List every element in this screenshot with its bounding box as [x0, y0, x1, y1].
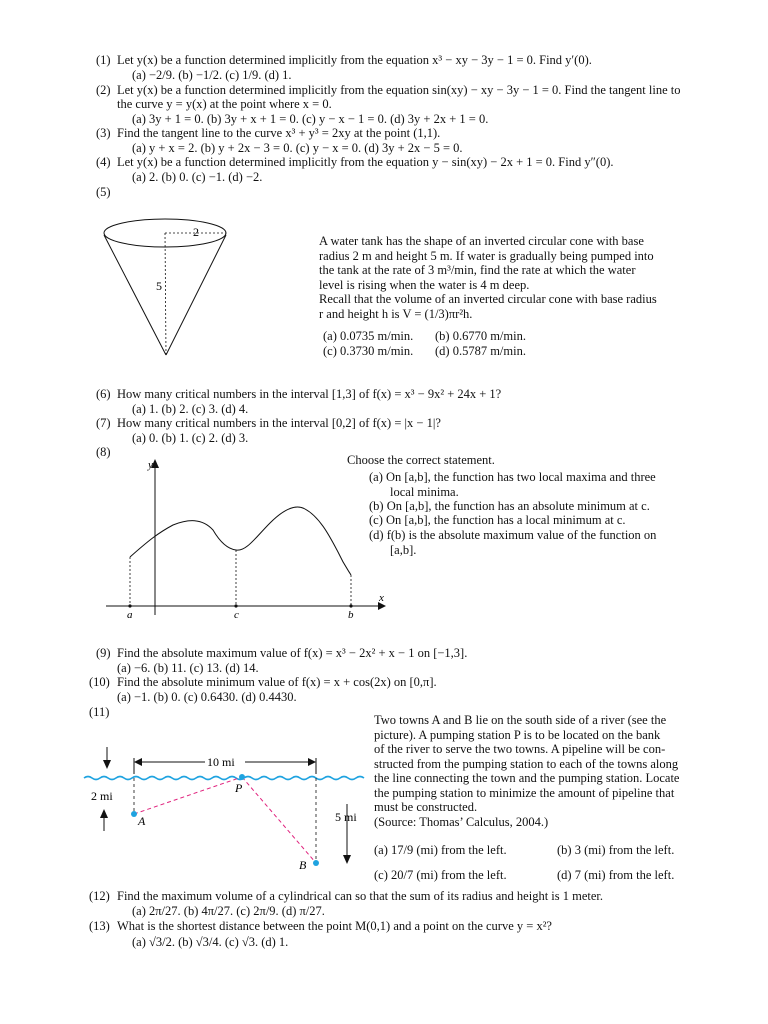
cone-height-line	[165, 233, 166, 355]
station-P-label: P	[235, 781, 243, 795]
pipeline-A	[134, 777, 242, 814]
problem-11-line: picture). A pumping station P is to be located on the bank	[374, 727, 661, 742]
problem-8-option-c: (c) On [a,b], the function has a local minimum at c.	[369, 513, 626, 527]
function-curve	[130, 507, 351, 575]
problem-11-option-b: (b) 3 (mi) from the left.	[557, 843, 675, 857]
problem-5-line: r and height h is V = (1/3)πr²h.	[319, 306, 473, 321]
label-b: b	[348, 609, 354, 621]
left-distance-label: 2 mi	[91, 789, 113, 803]
problem-11-number: (11)	[89, 705, 110, 719]
problem-5-option-b: (b) 0.6770 m/min.	[435, 329, 526, 343]
left-down-arrow-head	[103, 760, 111, 769]
town-A-label: A	[138, 814, 146, 828]
problem-10-options: (a) −1. (b) 0. (c) 0.6430. (d) 0.4430.	[117, 690, 297, 704]
problem-4-options: (a) 2. (b) 0. (c) −1. (d) −2.	[132, 170, 263, 184]
town-B-dot	[313, 860, 319, 866]
problem-10-question: Find the absolute minimum value of f(x) = x + cos(2x) on [0,π].	[117, 675, 437, 689]
river-figure	[82, 740, 372, 875]
problem-8-option-a-line1: (a) On [a,b], the function has two local maxima and three	[369, 470, 656, 484]
problem-12-question: Find the maximum volume of a cylindrical can so that the sum of its radius and height is 1 meter.	[117, 889, 604, 903]
problem-11-line: must be constructed.	[374, 800, 478, 814]
problem-3-options: (a) y + x = 2. (b) y + 2x − 3 = 0. (c) y − x = 0. (d) 3y + 2x − 5 = 0.	[132, 141, 463, 155]
town-B-label: B	[299, 858, 307, 872]
problem-6-number: (6)	[96, 387, 111, 401]
river-bank	[84, 777, 364, 780]
problem-5-line: the tank at the rate of 3 m³/min, find the rate at which the water	[319, 263, 636, 277]
problem-8-number: (8)	[96, 445, 111, 459]
problem-12-number: (12)	[89, 889, 110, 903]
problem-4-question: Let y(x) be a function determined implicitly from the equation y − sin(xy) − 2x + 1 = 0. Find y″(0).	[117, 155, 614, 169]
problem-5-option-c: (c) 0.3730 m/min.	[323, 344, 414, 358]
cone-left-edge	[104, 235, 166, 355]
x-axis-label: x	[379, 592, 384, 604]
pipeline-B	[242, 777, 316, 863]
cone-figure	[98, 215, 248, 360]
problem-2-number: (2)	[96, 83, 111, 97]
problem-6-question: How many critical numbers in the interval [1,3] of f(x) = x³ − 9x² + 24x + 1?	[117, 387, 502, 401]
cone-height-label: 5	[156, 279, 162, 293]
point-b	[349, 604, 352, 607]
problem-5-option-d: (d) 0.5787 m/min.	[435, 344, 526, 358]
problem-7-options: (a) 0. (b) 1. (c) 2. (d) 3.	[132, 431, 249, 445]
problem-11-option-c: (c) 20/7 (mi) from the left.	[374, 868, 507, 882]
problem-6-options: (a) 1. (b) 2. (c) 3. (d) 4.	[132, 402, 249, 416]
problem-5-text	[319, 234, 657, 321]
problem-5-line: level is rising when the water is 4 m deep.	[319, 277, 530, 292]
problem-2-question-line1: Let y(x) be a function determined implicitly from the equation sin(xy) − xy − 3y − 1 = 0. Find the tangent line to	[117, 83, 681, 97]
right-distance-label: 5 mi	[335, 810, 357, 824]
problem-3-number: (3)	[96, 126, 111, 140]
label-a: a	[127, 609, 133, 621]
problem-9-question: Find the absolute maximum value of f(x) = x³ − 2x² + x − 1 on [−1,3].	[117, 646, 468, 660]
cone-right-edge	[166, 235, 226, 355]
problem-8-option-b: (b) On [a,b], the function has an absolute minimum at c.	[369, 499, 650, 513]
function-graph	[98, 455, 390, 625]
town-A-dot	[131, 811, 137, 817]
problem-9-number: (9)	[96, 646, 111, 660]
problem-1-options: (a) −2/9. (b) −1/2. (c) 1/9. (d) 1.	[132, 68, 292, 82]
problem-11-line: the pumping station to minimize the amount of pipeline that	[374, 785, 675, 800]
station-P-dot	[239, 774, 245, 780]
problem-11-line: the line connecting the town and the pumping station. Locate	[374, 771, 680, 785]
problem-11-option-d: (d) 7 (mi) from the left.	[557, 868, 675, 882]
problem-10-number: (10)	[89, 675, 110, 689]
problem-11-option-a: (a) 17/9 (mi) from the left.	[374, 843, 507, 857]
problem-11-line: of the river to serve the two towns. A pipeline will be con-	[374, 742, 666, 756]
problem-11-text	[374, 713, 714, 829]
problem-9-options: (a) −6. (b) 11. (c) 13. (d) 14.	[117, 661, 259, 675]
point-c	[234, 604, 237, 607]
problem-7-question: How many critical numbers in the interval [0,2] of f(x) = |x − 1|?	[117, 416, 441, 430]
problem-2-options: (a) 3y + 1 = 0. (b) 3y + x + 1 = 0. (c) y − x − 1 = 0. (d) 3y + 2x + 1 = 0.	[132, 112, 489, 126]
town-separation-label: 10 mi	[207, 755, 235, 769]
problem-8-option-d-line2: [a,b].	[390, 543, 417, 557]
problem-5-line: A water tank has the shape of an inverted circular cone with base	[319, 234, 644, 248]
problem-12-options: (a) 2π/27. (b) 4π/27. (c) 2π/9. (d) π/27.	[132, 904, 325, 918]
problem-11-line: Two towns A and B lie on the south side of a river (see the	[374, 713, 667, 727]
left-up-arrow-head	[100, 809, 108, 818]
problem-8-option-d-line1: (d) f(b) is the absolute maximum value of the function on	[369, 528, 657, 542]
problem-1-number: (1)	[96, 53, 111, 67]
problem-1-question: Let y(x) be a function determined implicitly from the equation x³ − xy − 3y − 1 = 0. Find y′(0).	[117, 53, 592, 67]
problem-3-question: Find the tangent line to the curve x³ + y³ = 2xy at the point (1,1).	[117, 126, 441, 140]
problem-2-question-line2: the curve y = y(x) at the point where x = 0.	[117, 97, 332, 111]
problem-4-number: (4)	[96, 155, 111, 169]
problem-8-prompt: Choose the correct statement.	[347, 453, 495, 467]
problem-5-line: radius 2 m and height 5 m. If water is gradually being pumped into	[319, 248, 654, 263]
cone-radius-label: 2	[193, 225, 199, 239]
problem-5-line: Recall that the volume of an inverted circular cone with base radius	[319, 292, 657, 306]
point-a	[128, 604, 131, 607]
label-c: c	[234, 609, 239, 621]
problem-5-number: (5)	[96, 185, 111, 199]
problem-8-option-a-line2: local minima.	[390, 485, 459, 499]
problem-13-question: What is the shortest distance between the point M(0,1) and a point on the curve y = x²?	[117, 919, 552, 933]
problem-11-line: (Source: Thomas’ Calculus, 2004.)	[374, 814, 549, 829]
problem-13-options: (a) √3/2. (b) √3/4. (c) √3. (d) 1.	[132, 935, 289, 949]
y-axis-label: y	[148, 459, 153, 471]
problem-13-number: (13)	[89, 919, 110, 933]
right-arrow-head	[343, 855, 351, 864]
problem-7-number: (7)	[96, 416, 111, 430]
problem-11-line: structed from the pumping station to each of the towns along	[374, 756, 679, 771]
problem-5-option-a: (a) 0.0735 m/min.	[323, 329, 414, 343]
